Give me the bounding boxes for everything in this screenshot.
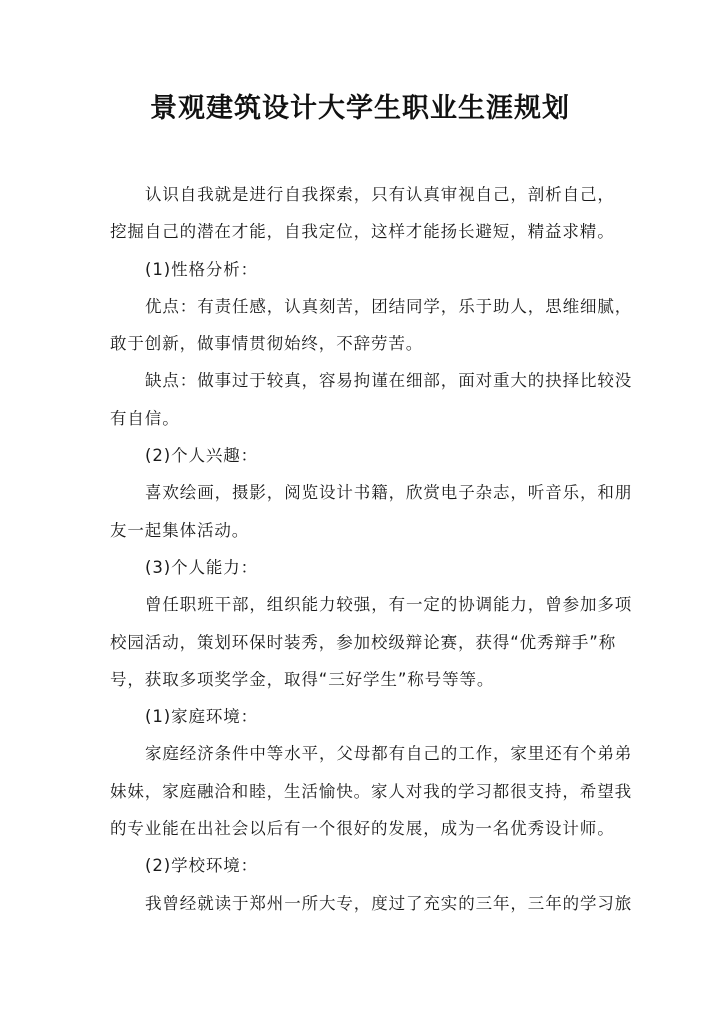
paragraph-line: 校园活动，策划环保时装秀，参加校级辩论赛，获得“优秀辩手”称 (110, 632, 617, 652)
paragraph-line: 家庭经济条件中等水平，父母都有自己的工作，家里还有个弟弟 (145, 744, 633, 764)
paragraph-line: 妹妹，家庭融洽和睦，生活愉快。家人对我的学习都很支持，希望我 (110, 781, 632, 801)
paragraph-line: 友一起集体活动。 (110, 520, 250, 540)
paragraph-line: 优点：有责任感，认真刻苦，团结同学，乐于助人，思维细腻， (145, 296, 633, 316)
page-title: 景观建筑设计大学生职业生涯规划 (150, 93, 570, 124)
section-heading: (3)个人能力： (145, 557, 259, 577)
section-heading: (2)个人兴趣： (145, 446, 259, 466)
section-heading: (1)性格分析： (145, 259, 259, 279)
document-body (110, 176, 633, 922)
paragraph-line: 缺点：做事过于较真，容易拘谨在细部，面对重大的抉择比较没 (145, 371, 633, 391)
paragraph-line: 喜欢绘画，摄影，阅览设计书籍，欣赏电子杂志，听音乐，和朋 (145, 483, 633, 503)
paragraph-line: 的专业能在出社会以后有一个很好的发展，成为一名优秀设计师。 (110, 819, 615, 839)
section-heading: (1)家庭环境： (145, 707, 259, 727)
paragraph-line: 敢于创新，做事情贯彻始终，不辞劳苦。 (110, 334, 424, 354)
paragraph-line: 我曾经就读于郑州一所大专，度过了充实的三年，三年的学习旅 (145, 893, 633, 913)
paragraph-line: 号，获取多项奖学金，取得“三好学生”称号等等。 (110, 669, 495, 689)
section-heading: (2)学校环境： (145, 856, 259, 876)
paragraph-line: 认识自我就是进行自我探索，只有认真审视自己，剖析自己， (145, 185, 615, 204)
paragraph-line: 有自信。 (110, 408, 180, 428)
paragraph-line: 曾任职班干部，组织能力较强，有一定的协调能力，曾参加多项 (145, 595, 633, 615)
paragraph-line: 挖掘自己的潜在才能，自我定位，这样才能扬长避短，精益求精。 (110, 222, 615, 242)
